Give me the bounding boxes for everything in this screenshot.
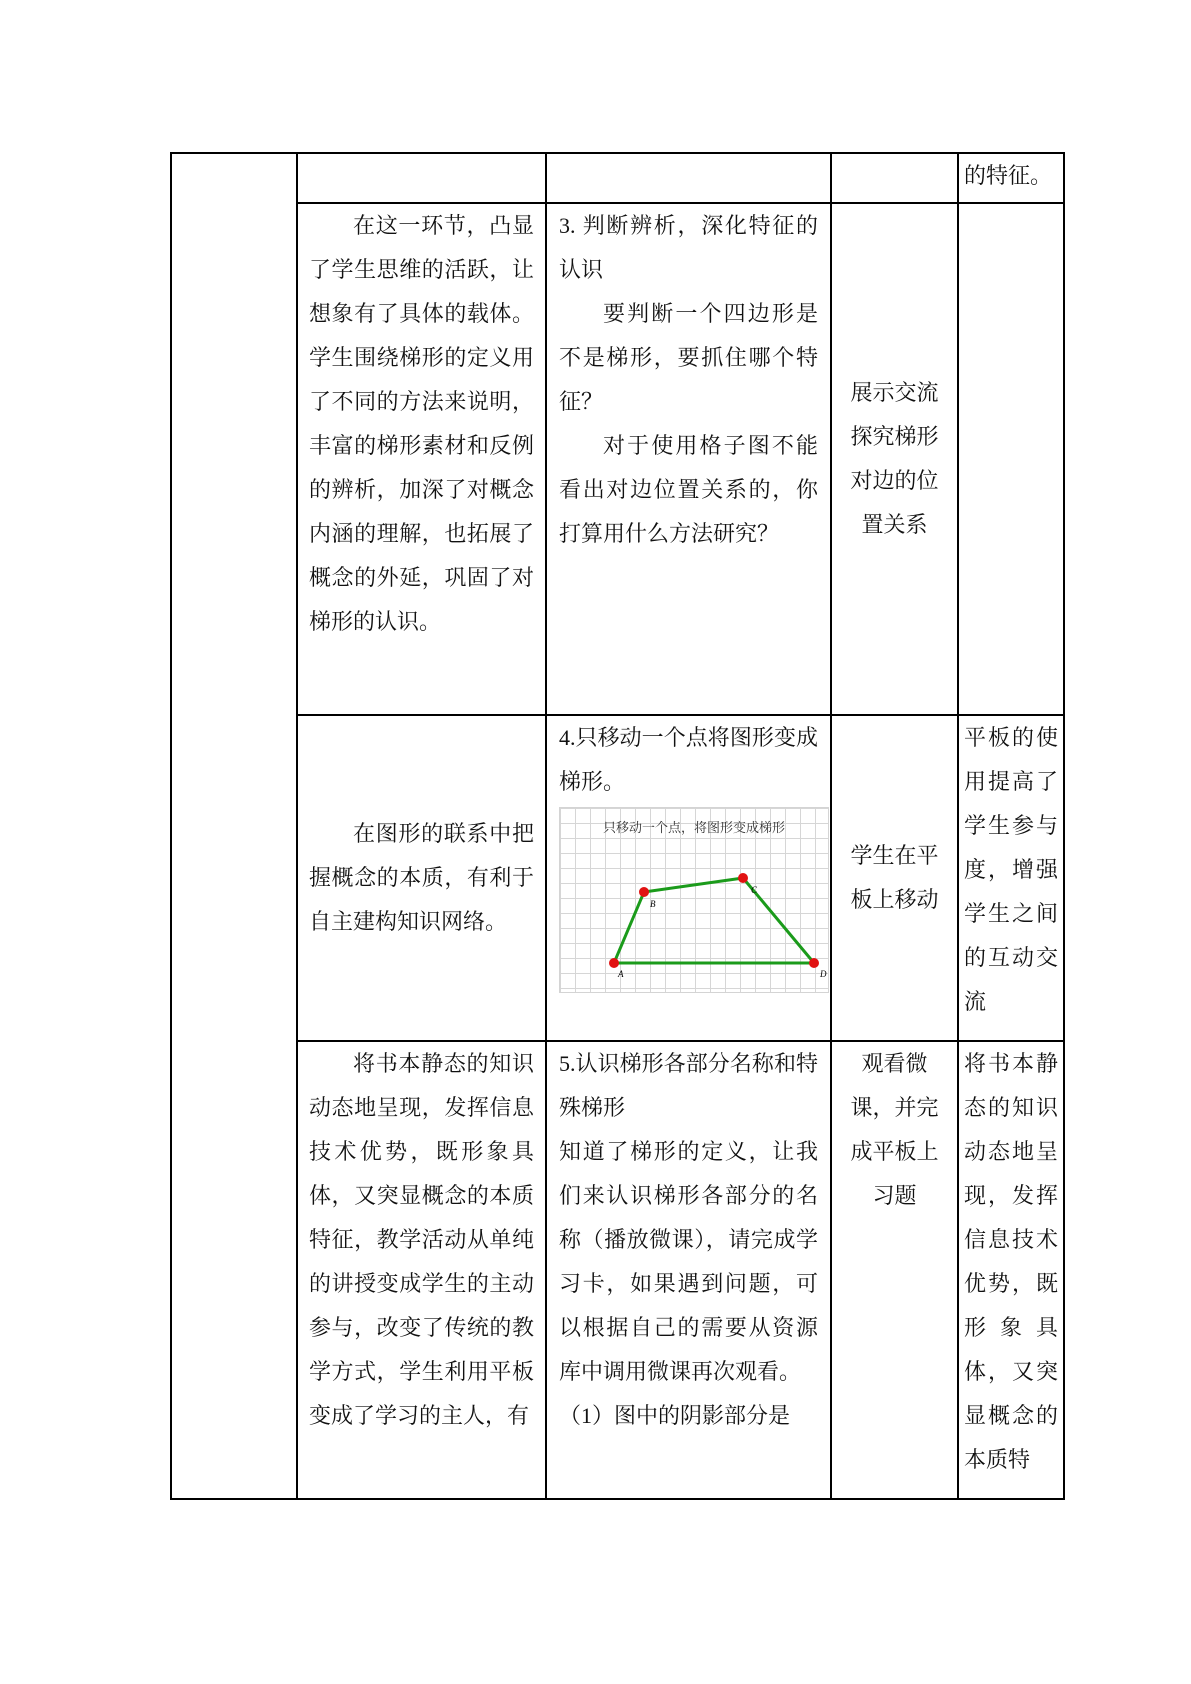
row3-remark-text: 平板的使用提高了学生参与度，增强学生之间的互动交流: [964, 725, 1058, 1014]
row3-student-activity-cell: [832, 716, 959, 1042]
row3-teacher-activity-cell: [547, 716, 832, 1042]
row4-student-activity-cell: [832, 1042, 959, 1498]
vertex-point-b: [639, 887, 649, 897]
row2-question-1: 要判断一个四边形是不是梯形，要抓住哪个特征？: [559, 301, 818, 414]
quadrilateral-drawing: [560, 808, 830, 994]
grid-geometry-figure: [559, 807, 829, 993]
stage-column-cell: [172, 154, 298, 1498]
row3-design-intent-cell: [298, 716, 547, 1042]
row4-student-activity-text: 观看微课，并完成平板上习题: [850, 1051, 939, 1208]
row2-design-intent-text: 在这一环节，凸显了学生思维的活跃，让想象有了具体的载体。学生围绕梯形的定义用了不同的方法来说明，丰富的梯形素材和反例的辨析，加深了对概念内涵的理解，也拓展了概念的外延，巩固了对梯形的认识。: [309, 213, 534, 634]
row2-student-activity-text: 展示交流探究梯形对边的位置关系: [850, 380, 939, 537]
row3-remark-cell: [959, 716, 1063, 1042]
vertex-point-a: [609, 958, 619, 968]
row2-design-intent-cell: [298, 204, 547, 716]
row1-teacher-activity-cell: [547, 154, 832, 204]
row2-step3-heading: 3. 判断辨析，深化特征的认识: [559, 213, 818, 282]
row2-teacher-activity-cell: [547, 204, 832, 716]
row4-step5-heading: 5.认识梯形各部分名称和特殊梯形: [559, 1051, 818, 1120]
vertex-label-d: D: [820, 969, 827, 979]
row3-design-intent-text: 在图形的联系中把握概念的本质，有利于自主建构知识网络。: [309, 821, 534, 934]
row2-student-activity-cell: [832, 204, 959, 716]
row1-student-activity-cell: [832, 154, 959, 204]
row3-student-activity-text: 学生在平板上移动: [850, 843, 939, 912]
row2-question-2: 对于使用格子图不能看出对边位置关系的，你打算用什么方法研究？: [559, 433, 818, 546]
row4-instruction-text: 知道了梯形的定义，让我们来认识梯形各部分的名称（播放微课），请完成学习卡，如果遇到问题，可以根据自己的需要从资源库中调用微课再次观看。: [559, 1139, 818, 1384]
row4-remark-text: 将书本静态的知识动态地呈现，发挥信息技术优势，既形象具体，又突显概念的本质特: [964, 1051, 1058, 1472]
row4-design-intent-cell: [298, 1042, 547, 1498]
row4-design-intent-text: 将书本静态的知识动态地呈现，发挥信息技术优势，既形象具体，又突显概念的本质特征，教学活动从单纯的讲授变成学生的主动参与，改变了传统的教学方式，学生利用平板变成了学习的主人，有: [309, 1051, 534, 1428]
row4-subquestion-1: （1）图中的阴影部分是: [559, 1403, 791, 1428]
lesson-plan-table: [170, 152, 1065, 1500]
figure-caption: 只移动一个点，将图形变成梯形: [602, 820, 785, 835]
vertex-label-a: A: [618, 969, 624, 979]
vertex-point-d: [809, 958, 819, 968]
row1-remark-cell: [959, 154, 1063, 204]
row2-remark-cell: [959, 204, 1063, 716]
vertex-point-c: [738, 873, 748, 883]
row3-step4-heading: 4.只移动一个点将图形变成梯形。: [559, 725, 818, 794]
vertex-label-c: C: [751, 885, 758, 895]
row4-remark-cell: [959, 1042, 1063, 1498]
row4-teacher-activity-cell: [547, 1042, 832, 1498]
row1-remark-text: 的特征。: [964, 163, 1053, 188]
vertex-label-b: B: [650, 899, 656, 909]
row1-design-intent-cell: [298, 154, 547, 204]
